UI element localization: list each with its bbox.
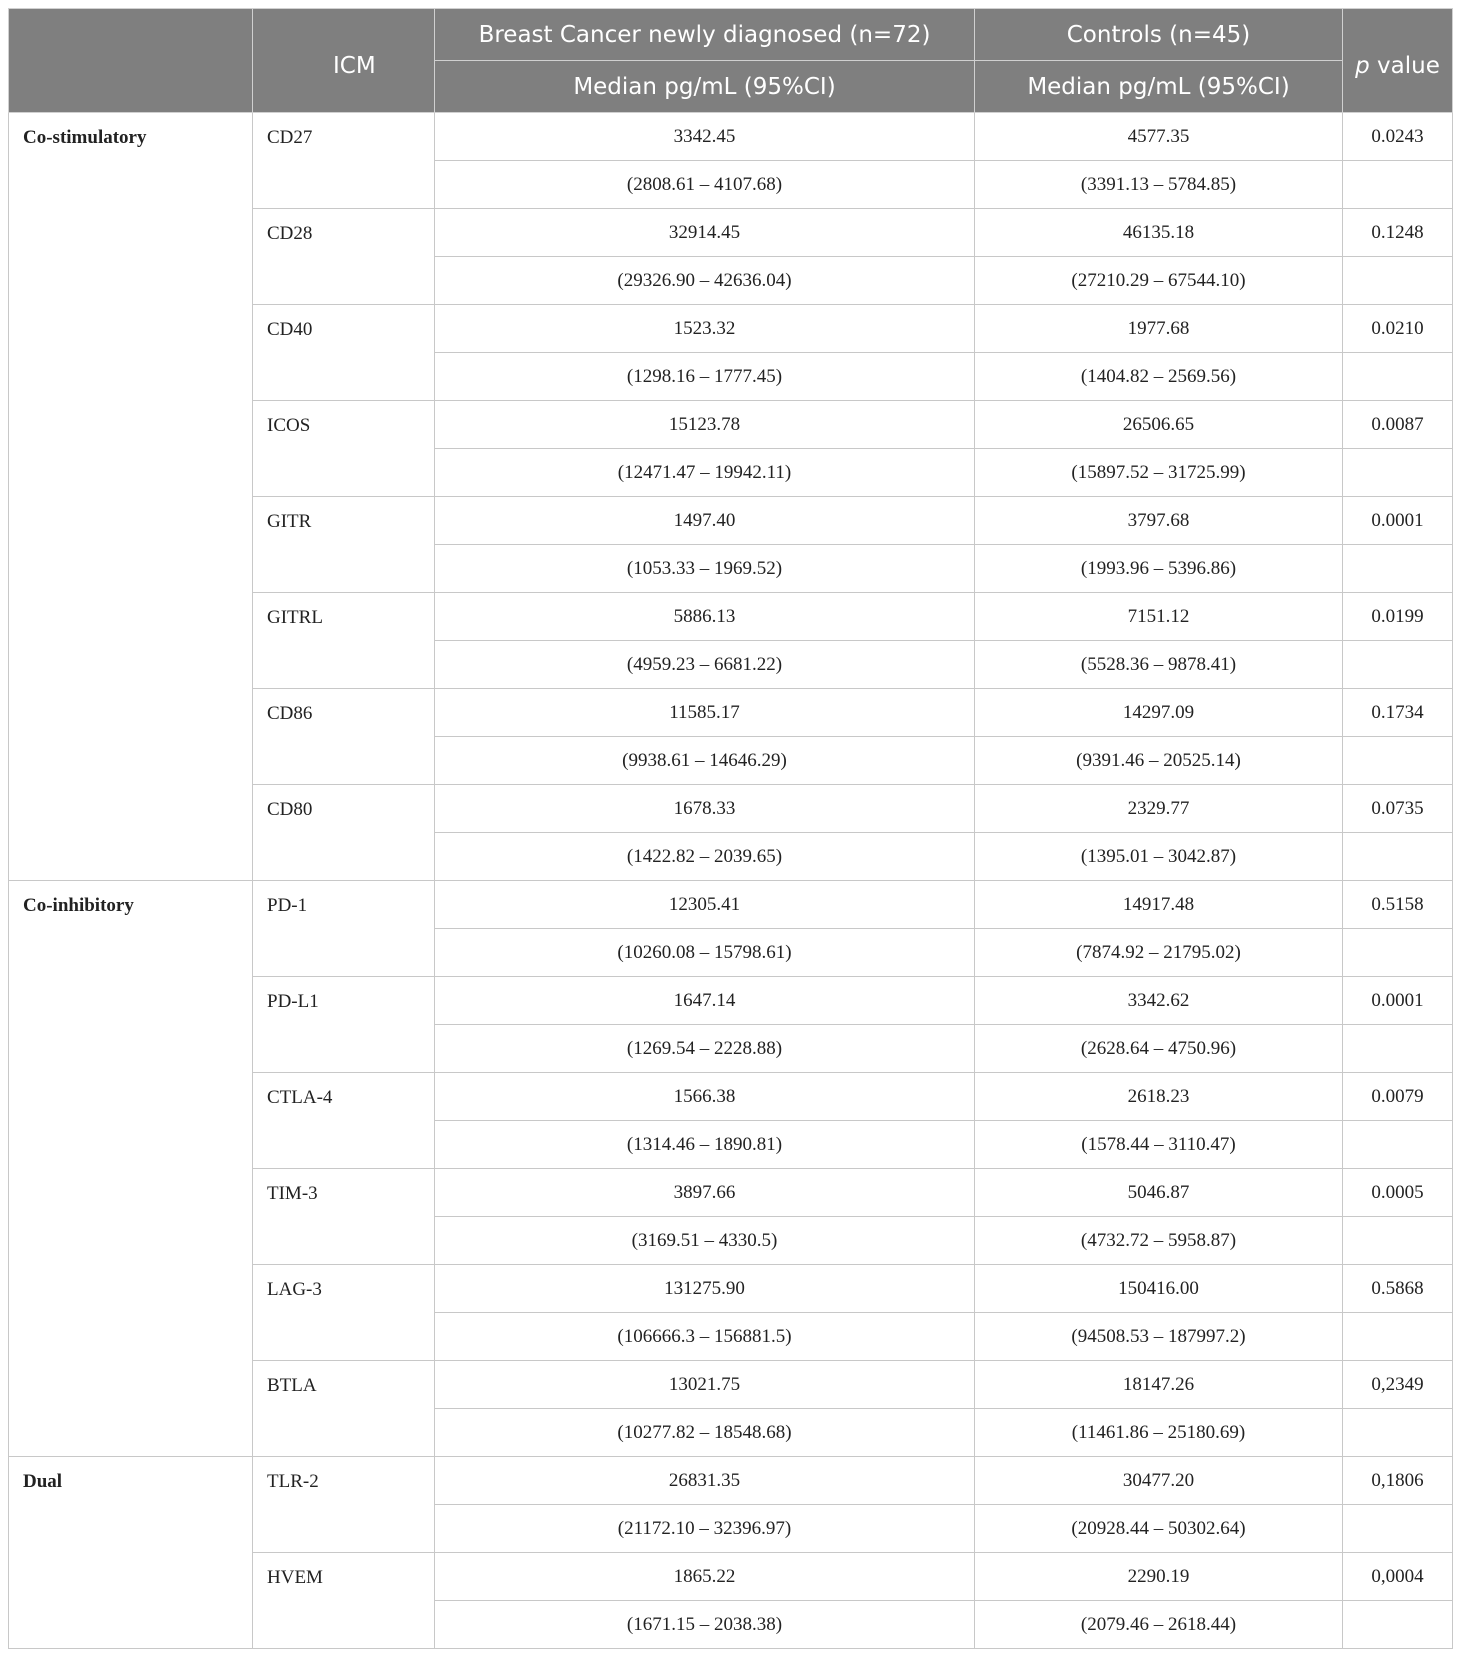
bc-ci: (2808.61 – 4107.68) bbox=[435, 161, 975, 209]
bc-ci: (12471.47 – 19942.11) bbox=[435, 449, 975, 497]
ctrl-median: 3342.62 bbox=[975, 977, 1343, 1025]
bc-ci: (3169.51 – 4330.5) bbox=[435, 1217, 975, 1265]
ctrl-ci: (20928.44 – 50302.64) bbox=[975, 1505, 1343, 1553]
table-row bbox=[9, 881, 1453, 929]
ctrl-median: 3797.68 bbox=[975, 497, 1343, 545]
marker-name: PD-L1 bbox=[253, 977, 435, 1073]
bc-median: 13021.75 bbox=[435, 1361, 975, 1409]
p-value: 0,2349 bbox=[1343, 1361, 1453, 1409]
header-p-italic: p bbox=[1355, 53, 1370, 79]
bc-ci: (1314.46 – 1890.81) bbox=[435, 1121, 975, 1169]
p-value-empty bbox=[1343, 641, 1453, 689]
ctrl-ci: (7874.92 – 21795.02) bbox=[975, 929, 1343, 977]
p-value-empty bbox=[1343, 545, 1453, 593]
bc-median: 26831.35 bbox=[435, 1457, 975, 1505]
ctrl-ci: (15897.52 – 31725.99) bbox=[975, 449, 1343, 497]
p-value: 0.1248 bbox=[1343, 209, 1453, 257]
table-header bbox=[9, 9, 1453, 113]
marker-name: CD40 bbox=[253, 305, 435, 401]
p-value-empty bbox=[1343, 257, 1453, 305]
p-value: 0.0001 bbox=[1343, 497, 1453, 545]
p-value-empty bbox=[1343, 1025, 1453, 1073]
ctrl-median: 2329.77 bbox=[975, 785, 1343, 833]
group-label: Co-stimulatory bbox=[9, 113, 253, 881]
icm-table bbox=[8, 8, 1453, 1649]
p-value-empty bbox=[1343, 353, 1453, 401]
p-value-empty bbox=[1343, 1505, 1453, 1553]
marker-name: BTLA bbox=[253, 1361, 435, 1457]
ctrl-ci: (5528.36 – 9878.41) bbox=[975, 641, 1343, 689]
marker-name: GITRL bbox=[253, 593, 435, 689]
p-value: 0.0005 bbox=[1343, 1169, 1453, 1217]
p-value: 0.5868 bbox=[1343, 1265, 1453, 1313]
bc-median: 15123.78 bbox=[435, 401, 975, 449]
p-value-empty bbox=[1343, 161, 1453, 209]
ctrl-ci: (1578.44 – 3110.47) bbox=[975, 1121, 1343, 1169]
p-value: 0.0210 bbox=[1343, 305, 1453, 353]
header-breast-cancer: Breast Cancer newly diagnosed (n=72) bbox=[435, 9, 975, 61]
ctrl-median: 4577.35 bbox=[975, 113, 1343, 161]
ctrl-median: 2618.23 bbox=[975, 1073, 1343, 1121]
header-controls: Controls (n=45) bbox=[975, 9, 1343, 61]
p-value-empty bbox=[1343, 1217, 1453, 1265]
header-p-rest: value bbox=[1369, 53, 1440, 79]
bc-median: 32914.45 bbox=[435, 209, 975, 257]
bc-ci: (1298.16 – 1777.45) bbox=[435, 353, 975, 401]
ctrl-median: 14297.09 bbox=[975, 689, 1343, 737]
marker-name: CD27 bbox=[253, 113, 435, 209]
bc-ci: (9938.61 – 14646.29) bbox=[435, 737, 975, 785]
ctrl-median: 46135.18 bbox=[975, 209, 1343, 257]
ctrl-median: 150416.00 bbox=[975, 1265, 1343, 1313]
bc-ci: (21172.10 – 32396.97) bbox=[435, 1505, 975, 1553]
p-value: 0.0079 bbox=[1343, 1073, 1453, 1121]
p-value: 0.0735 bbox=[1343, 785, 1453, 833]
bc-median: 5886.13 bbox=[435, 593, 975, 641]
marker-name: HVEM bbox=[253, 1553, 435, 1649]
marker-name: ICOS bbox=[253, 401, 435, 497]
bc-ci: (1671.15 – 2038.38) bbox=[435, 1601, 975, 1649]
bc-ci: (10277.82 – 18548.68) bbox=[435, 1409, 975, 1457]
header-category bbox=[9, 9, 253, 113]
p-value: 0,0004 bbox=[1343, 1553, 1453, 1601]
ctrl-ci: (2079.46 – 2618.44) bbox=[975, 1601, 1343, 1649]
group-label: Co-inhibitory bbox=[9, 881, 253, 1457]
bc-ci: (1053.33 – 1969.52) bbox=[435, 545, 975, 593]
ctrl-ci: (2628.64 – 4750.96) bbox=[975, 1025, 1343, 1073]
ctrl-ci: (1404.82 – 2569.56) bbox=[975, 353, 1343, 401]
bc-median: 1497.40 bbox=[435, 497, 975, 545]
ctrl-median: 5046.87 bbox=[975, 1169, 1343, 1217]
p-value: 0.5158 bbox=[1343, 881, 1453, 929]
bc-ci: (1269.54 – 2228.88) bbox=[435, 1025, 975, 1073]
header-icm: ICM bbox=[253, 9, 435, 113]
bc-median: 1523.32 bbox=[435, 305, 975, 353]
ctrl-median: 1977.68 bbox=[975, 305, 1343, 353]
bc-median: 11585.17 bbox=[435, 689, 975, 737]
p-value-empty bbox=[1343, 1121, 1453, 1169]
p-value: 0.0199 bbox=[1343, 593, 1453, 641]
ctrl-ci: (9391.46 – 20525.14) bbox=[975, 737, 1343, 785]
ctrl-ci: (1993.96 – 5396.86) bbox=[975, 545, 1343, 593]
ctrl-median: 14917.48 bbox=[975, 881, 1343, 929]
marker-name: CTLA-4 bbox=[253, 1073, 435, 1169]
p-value-empty bbox=[1343, 929, 1453, 977]
p-value-empty bbox=[1343, 1313, 1453, 1361]
bc-median: 1865.22 bbox=[435, 1553, 975, 1601]
p-value-empty bbox=[1343, 833, 1453, 881]
bc-ci: (10260.08 – 15798.61) bbox=[435, 929, 975, 977]
marker-name: PD-1 bbox=[253, 881, 435, 977]
bc-ci: (1422.82 – 2039.65) bbox=[435, 833, 975, 881]
bc-ci: (4959.23 – 6681.22) bbox=[435, 641, 975, 689]
bc-ci: (29326.90 – 42636.04) bbox=[435, 257, 975, 305]
ctrl-ci: (11461.86 – 25180.69) bbox=[975, 1409, 1343, 1457]
ctrl-median: 26506.65 bbox=[975, 401, 1343, 449]
p-value: 0.1734 bbox=[1343, 689, 1453, 737]
p-value: 0.0087 bbox=[1343, 401, 1453, 449]
table-body bbox=[9, 113, 1453, 1649]
bc-ci: (106666.3 – 156881.5) bbox=[435, 1313, 975, 1361]
marker-name: TLR-2 bbox=[253, 1457, 435, 1553]
marker-name: CD86 bbox=[253, 689, 435, 785]
ctrl-ci: (3391.13 – 5784.85) bbox=[975, 161, 1343, 209]
bc-median: 3342.45 bbox=[435, 113, 975, 161]
ctrl-ci: (27210.29 – 67544.10) bbox=[975, 257, 1343, 305]
p-value: 0.0001 bbox=[1343, 977, 1453, 1025]
ctrl-ci: (4732.72 – 5958.87) bbox=[975, 1217, 1343, 1265]
ctrl-median: 7151.12 bbox=[975, 593, 1343, 641]
marker-name: CD80 bbox=[253, 785, 435, 881]
p-value-empty bbox=[1343, 737, 1453, 785]
ctrl-median: 30477.20 bbox=[975, 1457, 1343, 1505]
marker-name: CD28 bbox=[253, 209, 435, 305]
bc-median: 131275.90 bbox=[435, 1265, 975, 1313]
p-value: 0,1806 bbox=[1343, 1457, 1453, 1505]
header-median-ctrl: Median pg/mL (95%CI) bbox=[975, 61, 1343, 113]
ctrl-median: 18147.26 bbox=[975, 1361, 1343, 1409]
bc-median: 12305.41 bbox=[435, 881, 975, 929]
ctrl-ci: (1395.01 – 3042.87) bbox=[975, 833, 1343, 881]
ctrl-ci: (94508.53 – 187997.2) bbox=[975, 1313, 1343, 1361]
ctrl-median: 2290.19 bbox=[975, 1553, 1343, 1601]
bc-median: 1566.38 bbox=[435, 1073, 975, 1121]
bc-median: 3897.66 bbox=[435, 1169, 975, 1217]
bc-median: 1678.33 bbox=[435, 785, 975, 833]
marker-name: LAG-3 bbox=[253, 1265, 435, 1361]
marker-name: GITR bbox=[253, 497, 435, 593]
table-row bbox=[9, 113, 1453, 161]
marker-name: TIM-3 bbox=[253, 1169, 435, 1265]
p-value: 0.0243 bbox=[1343, 113, 1453, 161]
p-value-empty bbox=[1343, 449, 1453, 497]
p-value-empty bbox=[1343, 1409, 1453, 1457]
group-label: Dual bbox=[9, 1457, 253, 1649]
bc-median: 1647.14 bbox=[435, 977, 975, 1025]
table-row bbox=[9, 1457, 1453, 1505]
header-median-bc: Median pg/mL (95%CI) bbox=[435, 61, 975, 113]
header-p-value bbox=[1343, 9, 1453, 113]
p-value-empty bbox=[1343, 1601, 1453, 1649]
